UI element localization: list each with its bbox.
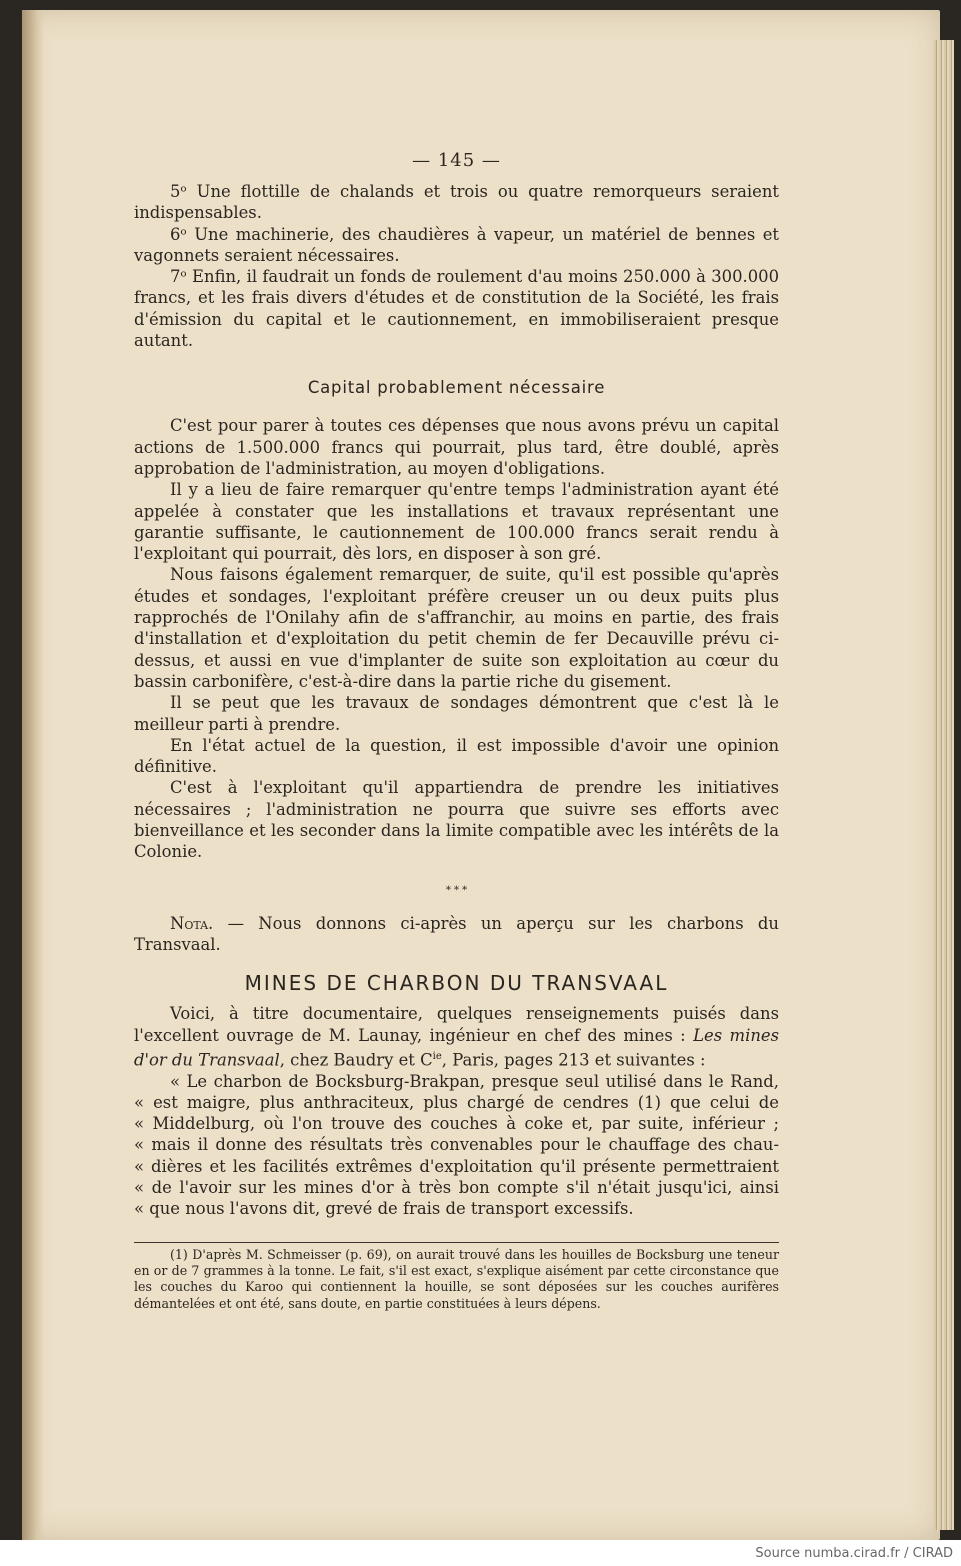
quote-line: « mais il donne des résultats très convenables pour le chauffage des chau-	[134, 1135, 779, 1155]
footnote-rule	[134, 1242, 779, 1243]
source-credit: Source numba.cirad.fr / CIRAD	[755, 1546, 953, 1561]
page-content	[134, 150, 779, 1312]
paragraph: En l'état actuel de la question, il est impossible d'avoir une opinion définitive.	[134, 735, 779, 777]
list-item: 7ᵒ Enfin, il faudrait un fonds de roulement d'au moins 250.000 à 300.000 francs, et les frais divers d'études et de constitution de la Société, les frais d'émission du capital et le cautionnement, en immobiliseraient presque autant.	[134, 267, 779, 351]
intro-text: Voici, à titre documentaire, quelques renseignements puisés dans l'excellent ouvrage de M. Launay, ingénieur en chef des mines :	[134, 1004, 779, 1045]
page-edges	[934, 40, 954, 1530]
quote-line: « que nous l'avons dit, grevé de frais de transport excessifs.	[134, 1199, 634, 1219]
intro-paragraph	[134, 1003, 779, 1070]
paragraph: Nous faisons également remarquer, de suite, qu'il est possible qu'après études et sondages, l'exploitant préfère creuser un ou deux puits plus rapprochés de l'Onilahy afin de s'affranchir, au moins en partie, des frais d'installation et d'exploitation du petit chemin de fer Decauville prévu ci-dessus, et aussi en vue d'implanter de suite son exploitation au cœur du bassin carbonifère, c'est-à-dire dans la partie riche du gisement.	[134, 565, 779, 691]
page-number: — 145 —	[412, 150, 501, 171]
paragraph: Il se peut que les travaux de sondages démontrent que c'est là le meilleur parti à prendre.	[134, 693, 779, 734]
book-title: Les mines d'or du Transvaal	[134, 1025, 779, 1070]
nota-label: Nota.	[170, 913, 214, 933]
quote-line: « Middelburg, où l'on trouve des couches à coke et, par suite, inférieur ;	[134, 1114, 779, 1134]
footnote: (1) D'après M. Schmeisser (p. 69), on aurait trouvé dans les houilles de Bocksburg une teneur en or de 7 grammes à la tonne. Le fait, s'il est exact, s'explique aisément par cette circonstance que les couches du Karoo qui contiennent la houille, se sont déposées sur les couches aurifères démantelées et ont été, sans doute, en partie constituées à leurs dépens.	[134, 1246, 779, 1311]
asterism: * * *	[445, 884, 468, 896]
quote-line: « de l'avoir sur les mines d'or à très bon compte s'il n'était jusqu'ici, ainsi	[134, 1178, 779, 1198]
chapter-heading: MINES DE CHARBON DU TRANSVAAL	[244, 971, 669, 996]
quote-line: « est maigre, plus anthraciteux, plus chargé de cendres (1) que celui de	[134, 1092, 779, 1112]
intro-text-end: , Paris, pages 213 et suivantes :	[441, 1050, 706, 1070]
quote-line: « dières et les facilités extrêmes d'exploitation qu'il présente permettraient	[134, 1156, 779, 1176]
nota-text: — Nous donnons ci-après un aperçu sur les charbons du Transvaal.	[134, 913, 779, 954]
list-item: 6ᵒ Une machinerie, des chaudières à vapeur, un matériel de bennes et vagonnets seraient nécessaires.	[134, 224, 779, 265]
binding-gutter	[22, 10, 44, 1540]
paragraph: C'est pour parer à toutes ces dépenses que nous avons prévu un capital actions de 1.500.000 francs qui pourrait, plus tard, être doublé, après approbation de l'administration, au moyen d'obligations.	[134, 416, 779, 478]
nota-paragraph	[134, 913, 779, 956]
section-heading: Capital probablement nécessaire	[307, 378, 606, 398]
paragraph: Il y a lieu de faire remarquer qu'entre temps l'administration ayant été appelée à constater que les installations et travaux représentant une garantie suffisante, le cautionnement de 100.000 francs serait rendu à l'exploitant qui pourrait, dès lors, en disposer à son gré.	[134, 480, 779, 564]
publisher-superscript: ie	[432, 1050, 442, 1062]
publisher-text: , chez Baudry et C	[279, 1050, 433, 1070]
paragraph: C'est à l'exploitant qu'il appartiendra de prendre les initiatives nécessaires ; l'administration ne pourra que suivre ses efforts avec bienveillance et les seconder dans la limite compatible avec les intérêts de la Colonie.	[134, 778, 779, 862]
quote-line: « Le charbon de Bocksburg-Brakpan, presque seul utilisé dans le Rand,	[170, 1071, 779, 1091]
quote-block	[134, 1071, 779, 1220]
list-item: 5ᵒ Une flottille de chalands et trois ou quatre remorqueurs seraient indispensables.	[134, 182, 779, 223]
